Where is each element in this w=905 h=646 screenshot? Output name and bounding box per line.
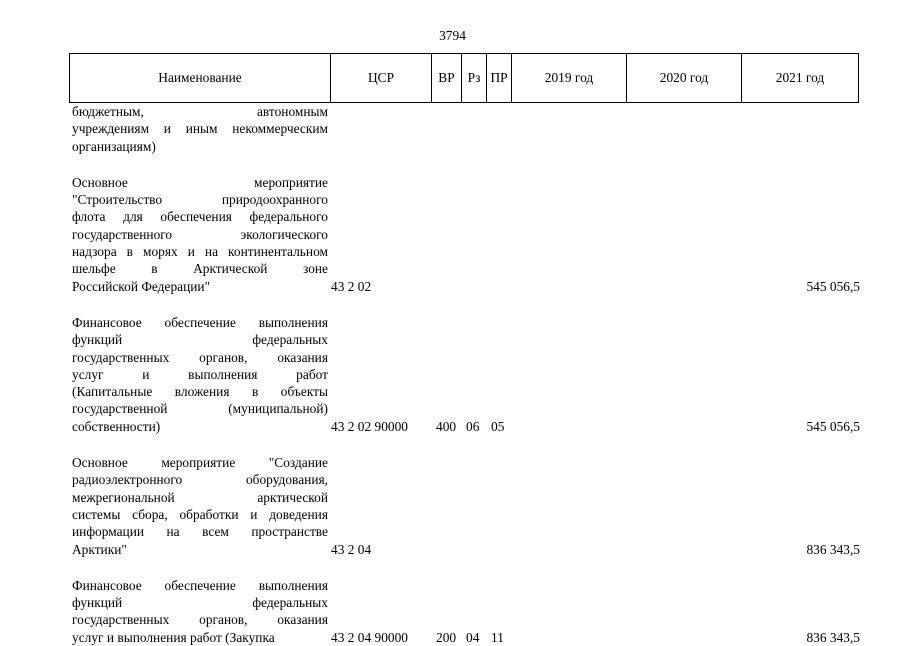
- row-name-line: услуг и выполнения работ (Закупка: [72, 629, 275, 645]
- row-name-line: Основное мероприятие "Создание: [72, 455, 328, 471]
- table-header: [69, 53, 859, 103]
- table-row: [70, 577, 860, 646]
- row-name-line: системы сбора, обработки и доведения: [72, 506, 328, 522]
- page-number: 3794: [439, 28, 466, 43]
- row-rz: 04: [466, 629, 480, 645]
- header-2021: 2021 год: [742, 54, 859, 103]
- row-csr: 43 2 04 90000: [331, 629, 408, 645]
- header-name: Наименование: [70, 54, 331, 103]
- row-name-line: государственных органов, оказания: [72, 612, 328, 628]
- table-row: [70, 174, 860, 295]
- row-vr: 400: [436, 418, 457, 434]
- row-csr: 43 2 04: [331, 541, 372, 557]
- row-name-line: бюджетным, автономным: [72, 104, 328, 119]
- table-row: [70, 103, 860, 155]
- table-body: [70, 103, 860, 646]
- row-pr: 11: [491, 629, 504, 645]
- row-name-line: радиоэлектронного оборудования,: [72, 472, 328, 488]
- row-y2021: 836 343,5: [806, 629, 860, 645]
- table-row: [70, 314, 860, 435]
- table-row: [70, 454, 860, 558]
- row-name-line: надзора в морях и на континентальном: [72, 244, 328, 260]
- row-name-line: услуг и выполнения работ: [72, 366, 328, 382]
- header-csr: ЦСР: [331, 54, 432, 103]
- row-name-line: собственности): [72, 418, 161, 434]
- row-name-line: шельфе в Арктической зоне: [72, 261, 328, 277]
- row-name-line: государственного экологического: [72, 226, 328, 242]
- row-name-line: Финансовое обеспечение выполнения: [72, 314, 328, 330]
- row-csr: 43 2 02 90000: [331, 418, 408, 434]
- row-name-line: "Строительство природоохранного: [72, 192, 328, 208]
- row-y2021: 545 056,5: [806, 278, 860, 294]
- row-y2021: 545 056,5: [806, 418, 860, 434]
- row-name-line: Российской Федерации": [72, 278, 211, 294]
- row-name-line: организациям): [72, 138, 156, 154]
- row-name: [70, 454, 860, 558]
- row-name-line: Арктики": [72, 541, 127, 557]
- row-name: [70, 577, 860, 646]
- row-csr: 43 2 02: [331, 278, 372, 294]
- row-vr: 200: [436, 629, 457, 645]
- row-name-line: функций федеральных: [72, 595, 328, 611]
- row-name-line: функций федеральных: [72, 332, 328, 348]
- header-vr: ВР: [432, 54, 462, 103]
- row-name-line: флота для обеспечения федерального: [72, 209, 328, 225]
- row-name-line: государственной (муниципальной): [72, 401, 328, 417]
- row-rz: 06: [466, 418, 480, 434]
- row-name-line: межрегиональной арктической: [72, 489, 328, 505]
- header-pr: ПР: [487, 54, 512, 103]
- row-name-line: (Капитальные вложения в объекты: [72, 384, 328, 400]
- header-2020: 2020 год: [627, 54, 742, 103]
- header-rz: Рз: [462, 54, 487, 103]
- row-pr: 05: [491, 418, 505, 434]
- row-name-line: Финансовое обеспечение выполнения: [72, 577, 328, 593]
- row-name-line: Основное мероприятие: [72, 174, 328, 190]
- row-name: [70, 103, 860, 155]
- row-name-line: информации на всем пространстве: [72, 524, 328, 540]
- row-y2021: 836 343,5: [806, 541, 860, 557]
- row-name: [70, 174, 860, 295]
- row-name-line: государственных органов, оказания: [72, 349, 328, 365]
- header-2019: 2019 год: [512, 54, 627, 103]
- row-name: [70, 314, 860, 435]
- row-name-line: учреждениям и иным некоммерческим: [72, 121, 328, 137]
